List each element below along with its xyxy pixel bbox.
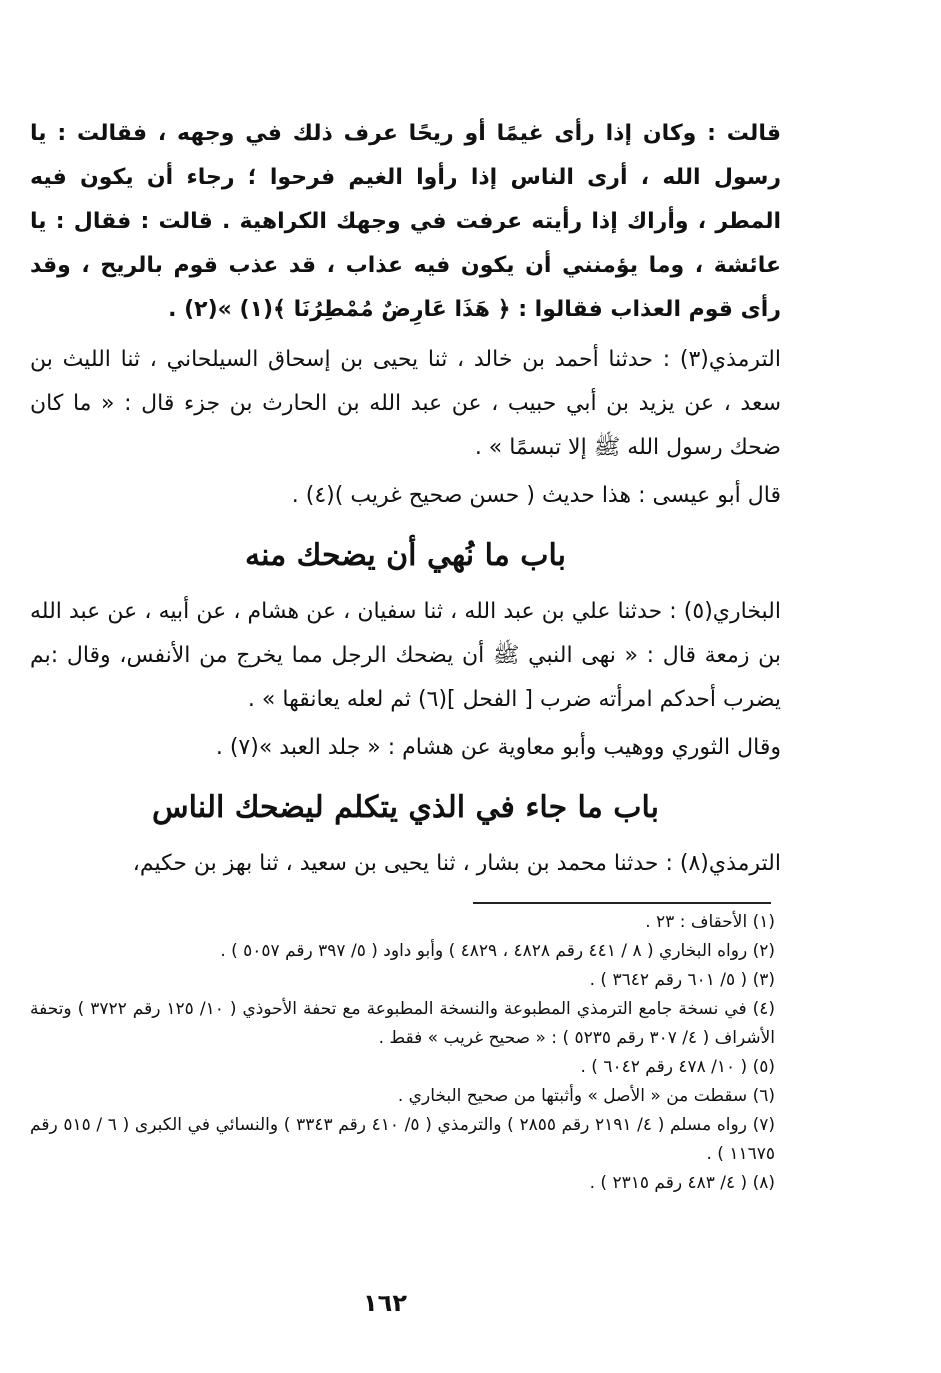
footnote-2: (٢) رواه البخاري ( ٨ / ٤٤١ رقم ٤٨٢٨ ، ٤٨٢٩ ) وأبو داود ( ٥/ ٣٩٧ رقم ٥٠٥٧ ) . [220, 941, 775, 961]
footnote-4: (٤) في نسخة جامع الترمذي المطبوعة والنسخة المطبوعة مع تحفة الأحوذي ( ١٠/ ١٢٥ رقم ٣٧٢٢ ) وتحفة الأشراف ( ٤/ ٣٠٧ رقم ٥٢٣٥ ) : « صحيح غريب » فقط . [30, 999, 775, 1048]
footnote-8: (٨) ( ٤/ ٤٨٣ رقم ٢٣١٥ ) . [589, 1173, 775, 1193]
footnote-5: (٥) ( ١٠/ ٤٧٨ رقم ٦٠٤٢ ) . [580, 1057, 775, 1077]
chapter-heading-speaking-to-make-laugh: باب ما جاء في الذي يتكلم ليضحك الناس [152, 790, 659, 825]
footnote-7: (٧) رواه مسلم ( ٤/ ٢١٩١ رقم ٢٨٥٥ ) والترمذي ( ٥/ ٤١٠ رقم ٣٣٤٣ ) والنسائي في الكبرى ( ٦ / ٥١٥ رقم ١١٦٧٥ ) . [30, 1115, 775, 1164]
paragraph-bukhari-hadith: البخاري(٥) : حدثنا علي بن عبد الله ، ثنا سفيان ، عن هشام ، عن أبيه ، عن عبد الله بن زمعة قال : « نهى النبي ﷺ أن يضحك الرجل مما يخرج من الأنفس، وقال :بم يضرب أحدكم امرأته ضرب [ الفحل ](٦) ثم لعله يعانقها » . [30, 599, 781, 712]
footnote-3: (٣) ( ٥/ ٦٠١ رقم ٣٦٤٢ ) . [589, 970, 775, 990]
footnote-separator [473, 902, 771, 904]
paragraph-abu-isa-grading: قال أبو عيسى : هذا حديث ( حسن صحيح غريب )(٤) . [291, 483, 781, 508]
footnotes [30, 908, 775, 1198]
main-text [30, 112, 781, 886]
paragraph-tirmidhi-smile: الترمذي(٣) : حدثنا أحمد بن خالد ، ثنا يحيى بن إسحاق السيلحاني ، ثنا الليث بن سعد ، عن يزيد بن أبي حبيب ، عن عبد الله بن الحارث بن جزء قال : « ما كان ضحك رسول الله ﷺ إلا تبسمًا » . [30, 347, 781, 460]
footnote-1: (١) الأحقاف : ٢٣ . [645, 912, 775, 932]
page-number: ١٦٢ [363, 1289, 407, 1317]
footnote-6: (٦) سقطت من « الأصل » وأثبتها من صحيح البخاري . [397, 1086, 775, 1106]
paragraph-aisha-hadith: قالت : وكان إذا رأى غيمًا أو ريحًا عرف ذلك في وجهه ، فقالت : يا رسول الله ، أرى الناس إذا رأوا الغيم فرحوا ؛ رجاء أن يكون فيه المطر ، وأراك إذا رأيته عرفت في وجهك الكراهية . قالت : فقال : يا عائشة ، وما يؤمنني أن يكون فيه عذاب ، قد عذب قوم بالريح ، وقد رأى قوم العذاب فقالوا : ﴿ هَذَا عَارِضٌ مُمْطِرُنَا ﴾(١) »(٢) . [30, 121, 781, 322]
paragraph-tirmidhi-isnad: الترمذي(٨) : حدثنا محمد بن بشار ، ثنا يحيى بن سعيد ، ثنا بهز بن حكيم، [132, 851, 781, 876]
chapter-heading-forbidden-laughter: باب ما نُهي أن يضحك منه [245, 538, 566, 573]
paragraph-thawri-narration: وقال الثوري ووهيب وأبو معاوية عن هشام : « جلد العبد »(٧) . [215, 735, 781, 760]
